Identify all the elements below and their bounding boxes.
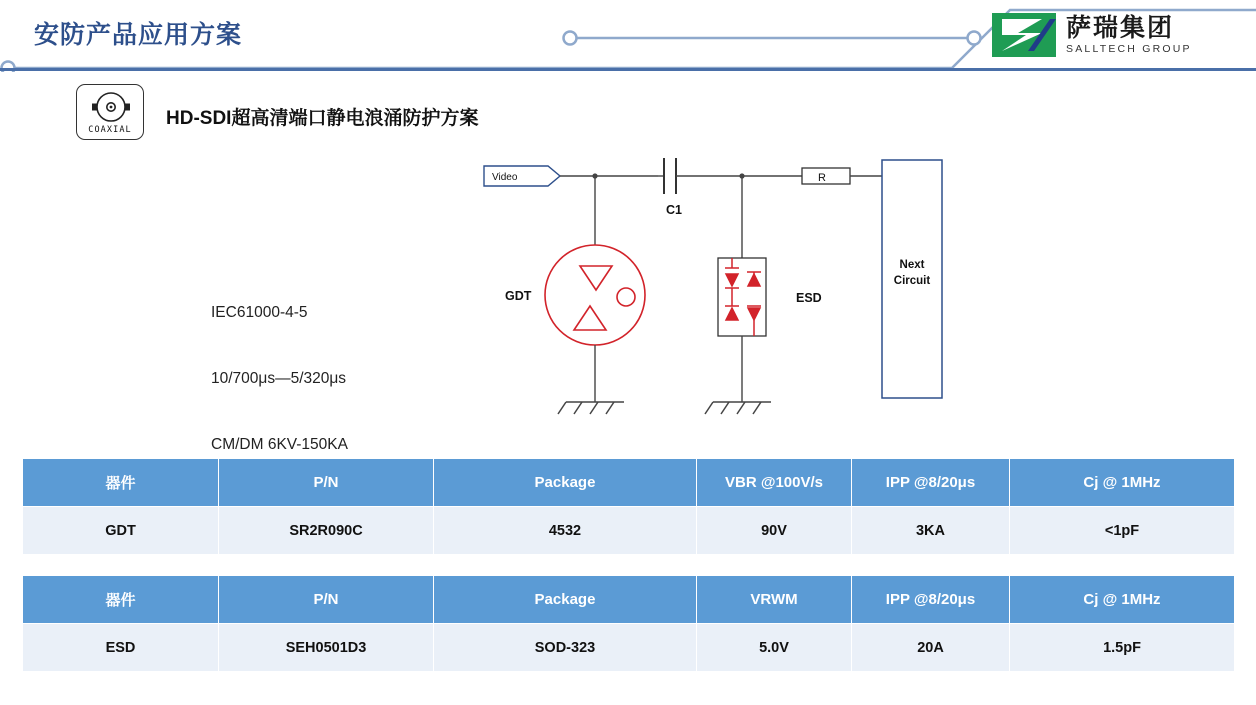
column-header: Package [434,459,697,507]
schematic-video-label: Video [492,172,518,183]
schematic-next-circuit-line-2: Circuit [893,275,931,287]
gdt-table [22,458,1235,555]
table-cell: 1.5pF [1010,624,1235,672]
spec-note-line-2: 10/700μs—5/320μs [211,370,347,387]
table-cell: 90V [697,507,852,555]
coaxial-connector-icon [76,84,144,140]
table-header-row [23,459,1235,507]
table-header-row [23,576,1235,624]
column-header: VBR @100V/s [697,459,852,507]
table-cell: 5.0V [697,624,852,672]
page-header [0,0,1256,72]
column-header: 器件 [23,576,219,624]
table-cell: SEH0501D3 [219,624,434,672]
column-header: VRWM [697,576,852,624]
table-cell: ESD [23,624,219,672]
table-cell: 20A [852,624,1010,672]
page-title: 安防产品应用方案 [34,21,243,49]
section-title: HD-SDI超高清端口静电浪涌防护方案 [166,108,479,129]
spec-note-line-1: IEC61000-4-5 [211,304,308,321]
esd-table [22,575,1235,672]
schematic-gdt-label: GDT [505,289,532,303]
table-cell: 3KA [852,507,1010,555]
table-row [23,507,1235,555]
table-row [23,624,1235,672]
column-header: Package [434,576,697,624]
header-divider [0,68,1256,71]
table-cell: 4532 [434,507,697,555]
table-cell: SR2R090C [219,507,434,555]
schematic-c1-label: C1 [666,203,682,217]
column-header: P/N [219,459,434,507]
spec-note-line-3: CM/DM 6KV-150KA [211,436,348,453]
column-header: Cj @ 1MHz [1010,576,1235,624]
coaxial-badge-label: COAXIAL [88,125,132,135]
logo-cn-name: 萨瑞集团 [1066,13,1175,42]
column-header: IPP @8/20μs [852,576,1010,624]
brand-logo [992,8,1240,62]
column-header: IPP @8/20μs [852,459,1010,507]
table-cell: SOD-323 [434,624,697,672]
column-header: Cj @ 1MHz [1010,459,1235,507]
spec-note [211,258,348,478]
protection-circuit-schematic [430,140,1030,430]
table-cell: <1pF [1010,507,1235,555]
logo-wordmark [1066,15,1192,55]
logo-en-name: SALLTECH GROUP [1066,43,1192,56]
table-cell: GDT [23,507,219,555]
schematic-next-circuit-line-1: Next [899,259,925,271]
column-header: P/N [219,576,434,624]
schematic-esd-label: ESD [796,291,822,305]
salltech-logo-mark [992,13,1056,57]
column-header: 器件 [23,459,219,507]
schematic-r-label: R [818,172,826,184]
